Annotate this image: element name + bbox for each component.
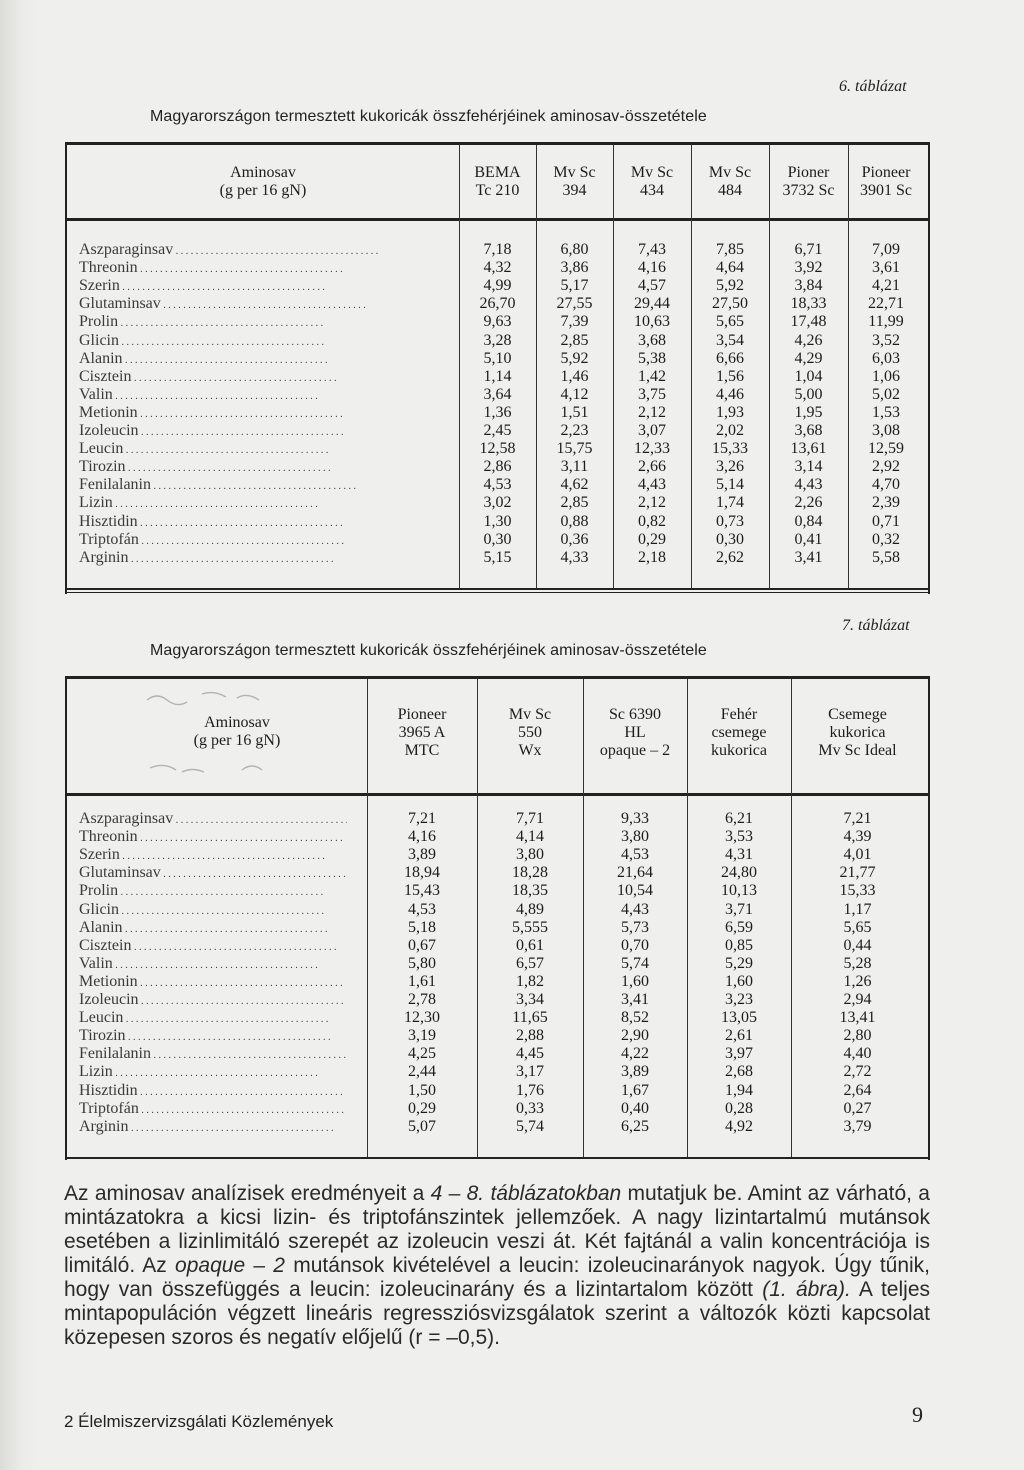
value-cell: 12,58 xyxy=(479,440,516,458)
value-cell: 2,64 xyxy=(843,1081,872,1099)
amino-acid-name: Cisztein . . . xyxy=(79,937,347,957)
value-cell: 2,26 xyxy=(794,494,823,512)
value-cell: 3,71 xyxy=(725,900,753,918)
value-cell: 3,54 xyxy=(716,331,744,349)
value-cell: 5,15 xyxy=(483,548,512,566)
value-cell: 3,23 xyxy=(725,991,753,1008)
value-cell: 4,16 xyxy=(408,828,436,846)
table-row xyxy=(67,259,928,277)
value-cell: 4,43 xyxy=(794,476,823,494)
table-row xyxy=(67,955,928,973)
value-cell: 4,43 xyxy=(621,900,649,918)
value-cell: 2,23 xyxy=(560,422,589,439)
value-cell: 4,22 xyxy=(621,1045,649,1063)
table-row xyxy=(67,1027,928,1045)
table-row xyxy=(67,937,928,955)
value-cell: 4,57 xyxy=(638,277,666,295)
table6-title: Magyarországon termesztett kukoricák összfehérjéinek aminosav-összetétele xyxy=(150,108,707,125)
value-cell: 18,35 xyxy=(512,882,548,900)
value-cell: 2,68 xyxy=(725,1063,753,1081)
value-cell: 0,30 xyxy=(716,530,744,548)
value-cell: 4,89 xyxy=(516,900,544,918)
value-cell: 4,53 xyxy=(483,476,512,494)
value-cell: 12,33 xyxy=(634,440,670,458)
value-cell: 9,63 xyxy=(483,313,512,331)
table6-column-header: Mv Sc 434 xyxy=(630,164,674,199)
value-cell: 6,57 xyxy=(516,954,544,972)
value-cell: 3,97 xyxy=(725,1045,753,1063)
amino-acid-name: Arginin . . . xyxy=(79,1118,347,1138)
value-cell: 8,52 xyxy=(621,1009,649,1027)
table-row xyxy=(67,531,928,549)
table6-column-header: Mv Sc 484 xyxy=(708,164,752,199)
value-cell: 5,74 xyxy=(621,954,649,972)
amino-acid-name: Cisztein . . . xyxy=(79,368,451,388)
value-cell: 3,80 xyxy=(516,846,544,864)
value-cell: 1,76 xyxy=(516,1081,544,1099)
value-cell: 1,26 xyxy=(843,972,872,990)
amino-acid-name: Leucin . . . xyxy=(79,1009,347,1029)
value-cell: 3,75 xyxy=(638,385,666,403)
value-cell: 3,28 xyxy=(483,331,512,349)
value-cell: 0,33 xyxy=(516,1099,544,1117)
value-cell: 0,67 xyxy=(408,936,436,954)
amino-acid-name: Arginin . . . xyxy=(79,549,451,569)
value-cell: 7,21 xyxy=(843,810,872,827)
amino-acid-name: Hisztidin . . . xyxy=(79,513,451,533)
value-cell: 1,94 xyxy=(725,1081,753,1099)
value-cell: 2,86 xyxy=(483,458,512,476)
value-cell: 1,95 xyxy=(794,403,823,421)
value-cell: 0,70 xyxy=(621,936,649,954)
value-cell: 5,58 xyxy=(872,548,900,566)
table-row xyxy=(67,476,928,494)
value-cell: 3,80 xyxy=(621,828,649,846)
value-cell: 4,39 xyxy=(843,828,872,846)
value-cell: 1,53 xyxy=(872,403,900,421)
amino-acid-name: Tirozin . . . xyxy=(79,1027,347,1047)
value-cell: 11,65 xyxy=(512,1009,548,1027)
table-row xyxy=(67,440,928,458)
value-cell: 2,45 xyxy=(483,422,512,439)
value-cell: 22,71 xyxy=(868,295,904,313)
value-cell: 3,02 xyxy=(483,494,512,512)
value-cell: 2,66 xyxy=(638,458,666,476)
amino-acid-name: Tirozin . . . xyxy=(79,458,451,478)
table-row xyxy=(67,901,928,919)
value-cell: 1,04 xyxy=(794,367,823,385)
table-row xyxy=(67,864,928,882)
table6-label: 6. táblázat xyxy=(839,78,907,95)
value-cell: 5,00 xyxy=(794,385,823,403)
value-cell: 4,53 xyxy=(621,846,649,864)
value-cell: 0,88 xyxy=(560,512,589,530)
value-cell: 5,17 xyxy=(560,277,589,295)
amino-acid-name: Metionin . . . xyxy=(79,404,451,424)
table-row xyxy=(67,882,928,900)
value-cell: 3,52 xyxy=(872,331,900,349)
body-paragraph: Az aminosav analízisek eredményeit a 4 – 8. táblázatokban mutatjuk be. Amint az várható, a mintázatokra a kicsi lizin- és triptofánszintek jellemzőek. A nagy lizintartalmú mutánsok esetében a lizinlimitáló szerepét az izoleucin veszi át. Két fajtánál a valin koncentrációja is limitáló. Az opaque – 2 mutánsok kivételével a leucin: izoleucinarányok nagyok. Úgy tűnik, hogy van összefüggés a leucin: izoleucinarány és a lizintartalom között (1. ábra). A teljes mintapopuláción végzett lineáris regressziósvizsgálatok szerint a változók közti kapcsolat közepesen szoros és negatív előjelű (r = –0,5). xyxy=(64,1182,931,1349)
value-cell: 3,89 xyxy=(621,1063,649,1081)
value-cell: 3,41 xyxy=(621,991,649,1008)
value-cell: 6,21 xyxy=(725,810,753,827)
table-row xyxy=(67,386,928,404)
amino-acid-name: Aszparaginsav . . . xyxy=(79,810,347,830)
value-cell: 0,30 xyxy=(483,530,512,548)
value-cell: 2,90 xyxy=(621,1027,649,1045)
value-cell: 5,92 xyxy=(560,349,589,367)
value-cell: 0,73 xyxy=(716,512,744,530)
value-cell: 2,18 xyxy=(638,548,666,566)
value-cell: 2,88 xyxy=(516,1027,544,1045)
footer-journal: 2 Élelmiszervizsgálati Közlemények xyxy=(64,1412,334,1431)
table-row xyxy=(67,919,928,937)
value-cell: 3,19 xyxy=(408,1027,436,1045)
table-row xyxy=(67,513,928,531)
table7-header-label: Aminosav (g per 16 gN) xyxy=(193,714,281,749)
value-cell: 17,48 xyxy=(790,313,827,331)
amino-acid-name: Lizin . . . xyxy=(79,494,451,514)
amino-acid-name: Izoleucin . . . xyxy=(79,991,347,1011)
value-cell: 1,46 xyxy=(560,367,589,385)
value-cell: 0,28 xyxy=(725,1099,753,1117)
table-row xyxy=(67,1009,928,1027)
table6-column-header: Pioneer 3901 Sc xyxy=(860,164,912,199)
table-row xyxy=(67,295,928,313)
value-cell: 26,70 xyxy=(479,295,516,313)
value-cell: 2,85 xyxy=(560,331,589,349)
value-cell: 2,78 xyxy=(408,991,436,1008)
value-cell: 0,27 xyxy=(843,1099,872,1117)
value-cell: 5,92 xyxy=(716,277,744,295)
value-cell: 6,71 xyxy=(794,241,823,258)
table6-column-header: Mv Sc 394 xyxy=(553,164,596,199)
body-emphasis-opaque: opaque – 2 xyxy=(175,1254,285,1277)
value-cell: 4,92 xyxy=(725,1117,753,1135)
value-cell: 15,33 xyxy=(839,882,876,900)
value-cell: 1,14 xyxy=(483,367,512,385)
table7-column-header: Pioneer 3965 A MTC xyxy=(397,706,447,759)
table-row xyxy=(67,277,928,295)
value-cell: 6,80 xyxy=(560,241,589,258)
value-cell: 1,56 xyxy=(716,367,744,385)
value-cell: 5,80 xyxy=(408,954,436,972)
value-cell: 0,41 xyxy=(794,530,823,548)
value-cell: 5,73 xyxy=(621,918,649,936)
value-cell: 2,12 xyxy=(638,403,666,421)
value-cell: 5,29 xyxy=(725,954,753,972)
value-cell: 4,64 xyxy=(716,259,744,277)
amino-acid-name: Alanin . . . xyxy=(79,919,347,939)
table-row xyxy=(67,549,928,567)
value-cell: 3,07 xyxy=(638,422,666,439)
amino-acid-name: Lizin . . . xyxy=(79,1063,347,1083)
value-cell: 18,94 xyxy=(404,864,440,882)
table6-header-label: Aminosav (g per 16 gN) xyxy=(219,164,307,199)
amino-acid-name: Fenilalanin . . . xyxy=(79,476,451,496)
value-cell: 4,16 xyxy=(638,259,666,277)
value-cell: 13,05 xyxy=(721,1009,757,1027)
body-emphasis-tables: 4 – 8. táblázatokban xyxy=(430,1182,622,1205)
table7-label: 7. táblázat xyxy=(842,617,910,634)
value-cell: 5,07 xyxy=(408,1117,436,1135)
value-cell: 4,14 xyxy=(516,828,544,846)
value-cell: 21,77 xyxy=(839,864,876,882)
amino-acid-name: Alanin . . . xyxy=(79,350,451,370)
value-cell: 10,13 xyxy=(721,882,757,900)
value-cell: 1,67 xyxy=(621,1081,649,1099)
value-cell: 7,43 xyxy=(638,241,666,258)
value-cell: 21,64 xyxy=(617,864,653,882)
value-cell: 3,53 xyxy=(725,828,753,846)
value-cell: 3,84 xyxy=(794,277,823,295)
value-cell: 1,30 xyxy=(483,512,512,530)
value-cell: 15,75 xyxy=(556,440,593,458)
value-cell: 5,74 xyxy=(516,1117,544,1135)
amino-acid-name: Prolin . . . xyxy=(79,882,347,902)
value-cell: 4,29 xyxy=(794,349,823,367)
value-cell: 0,32 xyxy=(872,530,900,548)
table-row xyxy=(67,494,928,512)
table-row xyxy=(67,973,928,991)
amino-acid-name: Valin . . . xyxy=(79,955,347,975)
value-cell: 1,42 xyxy=(638,367,666,385)
value-cell: 4,99 xyxy=(483,277,512,295)
value-cell: 3,68 xyxy=(794,422,823,439)
table-row xyxy=(67,241,928,259)
table-row xyxy=(67,846,928,864)
value-cell: 4,70 xyxy=(872,476,900,494)
value-cell: 15,33 xyxy=(712,440,748,458)
value-cell: 1,61 xyxy=(408,972,436,990)
value-cell: 1,60 xyxy=(621,972,649,990)
value-cell: 3,41 xyxy=(794,548,823,566)
value-cell: 24,80 xyxy=(721,864,757,882)
value-cell: 13,41 xyxy=(839,1009,876,1027)
table-row xyxy=(67,458,928,476)
value-cell: 5,10 xyxy=(483,349,512,367)
value-cell: 18,28 xyxy=(512,864,548,882)
value-cell: 4,62 xyxy=(560,476,589,494)
value-cell: 2,44 xyxy=(408,1063,436,1081)
value-cell: 4,46 xyxy=(716,385,744,403)
table-row xyxy=(67,422,928,440)
table-row xyxy=(67,1045,928,1063)
amino-acid-name: Fenilalanin . . . xyxy=(79,1045,347,1065)
value-cell: 5,02 xyxy=(872,385,900,403)
value-cell: 18,33 xyxy=(790,295,827,313)
value-cell: 4,43 xyxy=(638,476,666,494)
table-row xyxy=(67,1118,928,1136)
value-cell: 0,36 xyxy=(560,530,589,548)
value-cell: 1,93 xyxy=(716,403,744,421)
value-cell: 4,21 xyxy=(872,277,900,295)
amino-acid-name: Hisztidin . . . xyxy=(79,1082,347,1102)
amino-acid-name: Threonin . . . xyxy=(79,259,451,279)
amino-acid-name: Glutaminsav . . . xyxy=(79,864,347,884)
value-cell: 9,33 xyxy=(621,810,649,827)
value-cell: 1,50 xyxy=(408,1081,436,1099)
value-cell: 11,99 xyxy=(868,313,904,331)
value-cell: 7,39 xyxy=(560,313,589,331)
table7 xyxy=(65,676,930,1160)
value-cell: 2,62 xyxy=(716,548,744,566)
table-row xyxy=(67,350,928,368)
amino-acid-name: Metionin . . . xyxy=(79,973,347,993)
value-cell: 3,17 xyxy=(516,1063,544,1081)
body-emphasis-figure: (1. ábra). xyxy=(762,1278,851,1301)
amino-acid-name: Prolin . . . xyxy=(79,313,451,333)
value-cell: 10,54 xyxy=(617,882,653,900)
value-cell: 2,85 xyxy=(560,494,589,512)
value-cell: 1,17 xyxy=(843,900,872,918)
table-row xyxy=(67,1100,928,1118)
value-cell: 2,39 xyxy=(872,494,900,512)
value-cell: 7,21 xyxy=(408,810,436,827)
page-number: 9 xyxy=(912,1402,923,1427)
table6-column-header: Pioner 3732 Sc xyxy=(782,164,835,199)
value-cell: 6,59 xyxy=(725,918,753,936)
value-cell: 10,63 xyxy=(634,313,670,331)
value-cell: 4,32 xyxy=(483,259,512,277)
table7-column-header: Fehér csemege kukorica xyxy=(711,706,767,759)
value-cell: 3,61 xyxy=(872,259,900,277)
table7-column-header: Mv Sc 550 Wx xyxy=(508,706,552,759)
value-cell: 3,68 xyxy=(638,331,666,349)
table-row xyxy=(67,810,928,828)
value-cell: 0,29 xyxy=(408,1099,436,1117)
table-row xyxy=(67,332,928,350)
value-cell: 3,14 xyxy=(794,458,823,476)
table-row xyxy=(67,313,928,331)
value-cell: 27,55 xyxy=(556,295,593,313)
value-cell: 5,555 xyxy=(512,918,548,936)
value-cell: 2,94 xyxy=(843,991,872,1008)
value-cell: 5,18 xyxy=(408,918,436,936)
table6 xyxy=(65,142,930,594)
amino-acid-name: Glicin . . . xyxy=(79,332,451,352)
value-cell: 4,01 xyxy=(843,846,872,864)
value-cell: 3,08 xyxy=(872,422,900,439)
value-cell: 0,61 xyxy=(516,936,544,954)
value-cell: 6,25 xyxy=(621,1117,649,1135)
table7-title: Magyarországon termesztett kukoricák összfehérjéinek aminosav-összetétele xyxy=(150,642,707,659)
amino-acid-name: Leucin . . . xyxy=(79,440,451,460)
value-cell: 0,40 xyxy=(621,1099,649,1117)
value-cell: 3,64 xyxy=(483,385,512,403)
table-row xyxy=(67,828,928,846)
table-row xyxy=(67,1063,928,1081)
value-cell: 0,84 xyxy=(794,512,823,530)
value-cell: 5,28 xyxy=(843,954,872,972)
value-cell: 3,34 xyxy=(516,991,544,1008)
value-cell: 0,44 xyxy=(843,936,872,954)
value-cell: 3,26 xyxy=(716,458,744,476)
value-cell: 4,53 xyxy=(408,900,436,918)
amino-acid-name: Triptofán . . . xyxy=(79,531,451,551)
value-cell: 13,61 xyxy=(790,440,827,458)
value-cell: 4,25 xyxy=(408,1045,436,1063)
value-cell: 3,11 xyxy=(560,458,589,476)
table7-column-header: Csemege kukorica Mv Sc Ideal xyxy=(818,706,897,759)
value-cell: 0,29 xyxy=(638,530,666,548)
value-cell: 3,89 xyxy=(408,846,436,864)
value-cell: 0,71 xyxy=(872,512,900,530)
value-cell: 5,14 xyxy=(716,476,744,494)
value-cell: 2,12 xyxy=(638,494,666,512)
value-cell: 4,33 xyxy=(560,548,589,566)
scan-edge xyxy=(0,0,40,1470)
value-cell: 7,85 xyxy=(716,241,744,258)
amino-acid-name: Glutaminsav . . . xyxy=(79,295,451,315)
value-cell: 1,51 xyxy=(560,403,589,421)
value-cell: 15,43 xyxy=(404,882,440,900)
value-cell: 0,85 xyxy=(725,936,753,954)
value-cell: 5,38 xyxy=(638,349,666,367)
value-cell: 6,66 xyxy=(716,349,744,367)
table6-column-header: BEMA Tc 210 xyxy=(474,164,521,199)
value-cell: 2,92 xyxy=(872,458,900,476)
value-cell: 2,72 xyxy=(843,1063,872,1081)
table7-column-header: Sc 6390 HL opaque – 2 xyxy=(599,706,671,759)
value-cell: 4,40 xyxy=(843,1045,872,1063)
value-cell: 5,65 xyxy=(843,918,872,936)
table-row xyxy=(67,1082,928,1100)
value-cell: 12,30 xyxy=(404,1009,440,1027)
value-cell: 4,45 xyxy=(516,1045,544,1063)
value-cell: 3,92 xyxy=(794,259,823,277)
table-row xyxy=(67,991,928,1009)
value-cell: 2,80 xyxy=(843,1027,872,1045)
value-cell: 7,71 xyxy=(516,810,544,827)
value-cell: 4,12 xyxy=(560,385,589,403)
value-cell: 1,06 xyxy=(872,367,900,385)
value-cell: 7,18 xyxy=(483,241,512,258)
value-cell: 12,59 xyxy=(868,440,904,458)
amino-acid-name: Triptofán . . . xyxy=(79,1100,347,1120)
amino-acid-name: Szerin . . . xyxy=(79,277,451,297)
value-cell: 4,26 xyxy=(794,331,823,349)
amino-acid-name: Izoleucin . . . xyxy=(79,422,451,442)
amino-acid-name: Aszparaginsav . . . xyxy=(79,241,451,261)
value-cell: 5,65 xyxy=(716,313,744,331)
value-cell: 1,74 xyxy=(716,494,744,512)
value-cell: 2,02 xyxy=(716,422,744,439)
value-cell: 1,82 xyxy=(516,972,544,990)
table-row xyxy=(67,404,928,422)
value-cell: 27,50 xyxy=(712,295,748,313)
amino-acid-name: Glicin . . . xyxy=(79,901,347,921)
value-cell: 7,09 xyxy=(872,241,900,258)
value-cell: 0,82 xyxy=(638,512,666,530)
value-cell: 6,03 xyxy=(872,349,900,367)
value-cell: 3,86 xyxy=(560,259,589,277)
table-row xyxy=(67,368,928,386)
value-cell: 3,79 xyxy=(843,1117,872,1135)
value-cell: 29,44 xyxy=(634,295,670,313)
amino-acid-name: Threonin . . . xyxy=(79,828,347,848)
value-cell: 1,36 xyxy=(483,403,512,421)
amino-acid-name: Szerin . . . xyxy=(79,846,347,866)
value-cell: 4,31 xyxy=(725,846,753,864)
amino-acid-name: Valin . . . xyxy=(79,386,451,406)
value-cell: 1,60 xyxy=(725,972,753,990)
value-cell: 2,61 xyxy=(725,1027,753,1045)
